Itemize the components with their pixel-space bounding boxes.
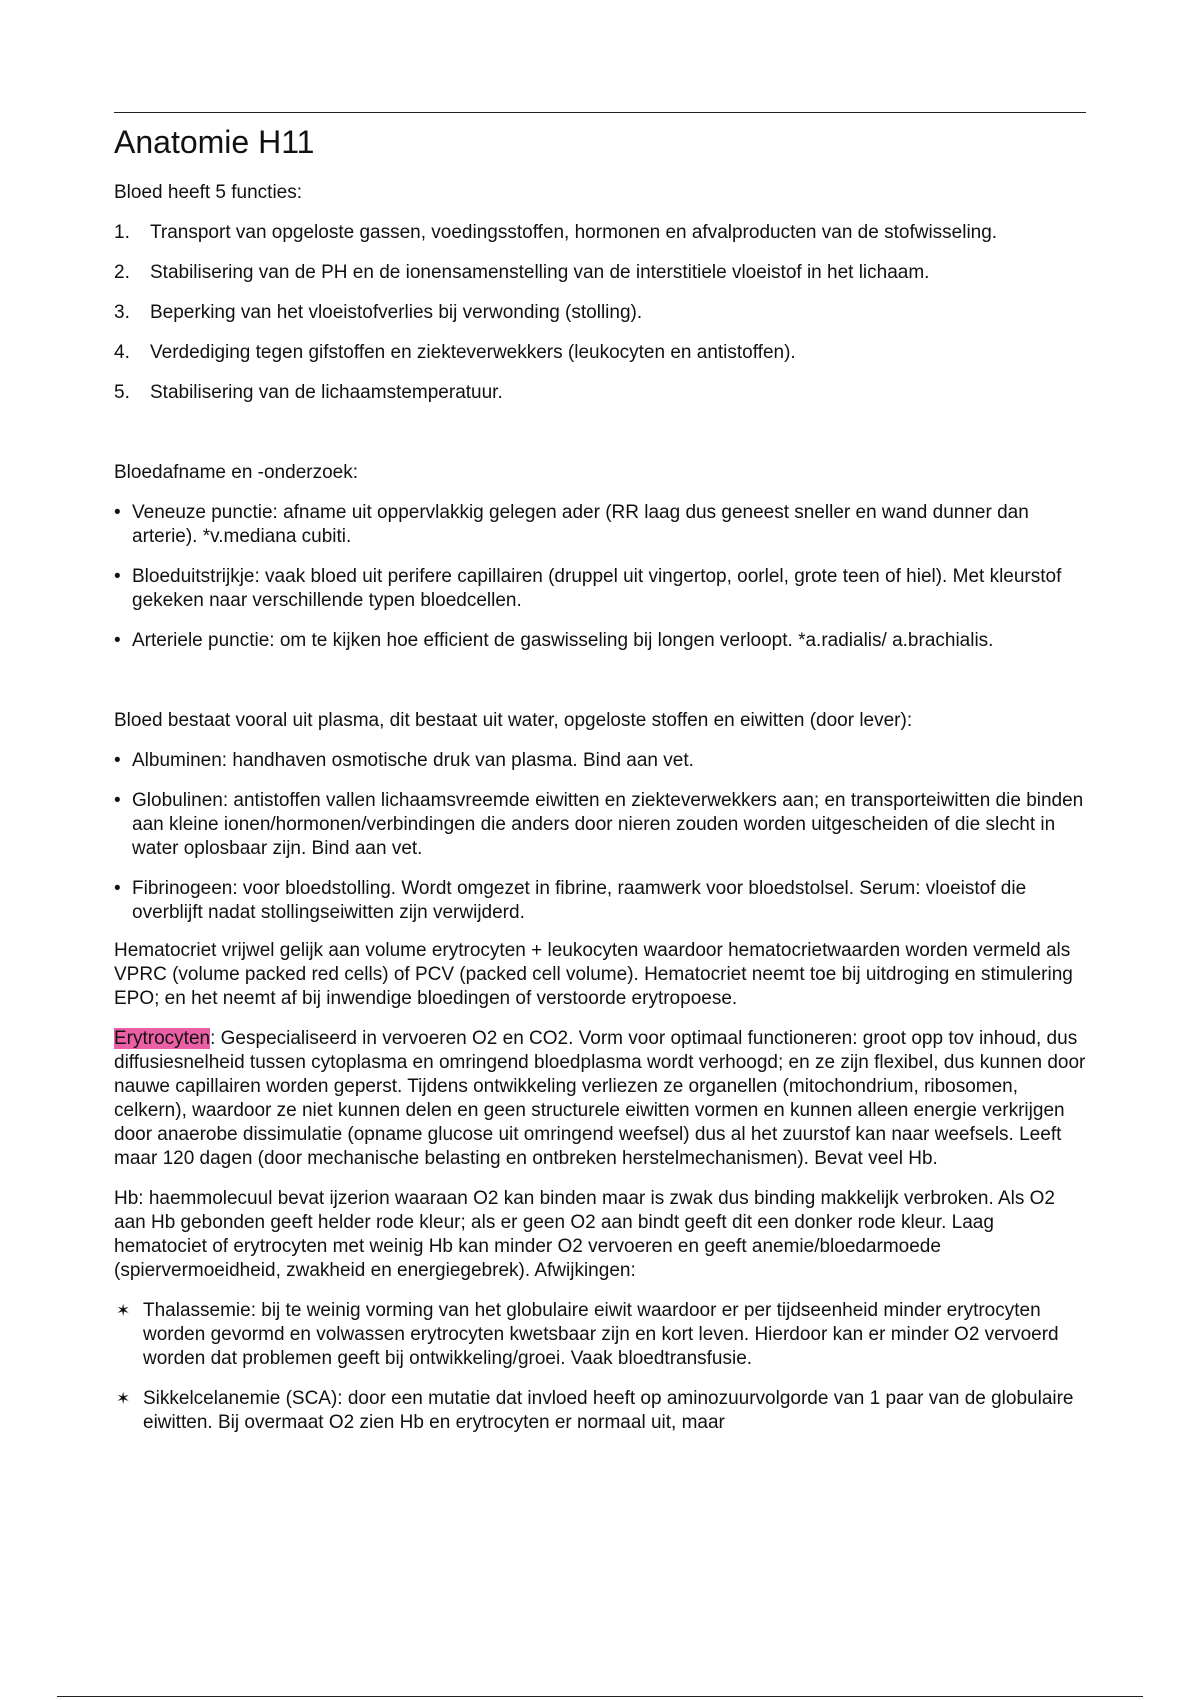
highlighted-term: Erytrocyten — [114, 1028, 211, 1049]
sampling-list — [114, 501, 1086, 653]
star-bullet-icon: ✶ — [116, 1389, 131, 1408]
list-item — [114, 261, 1086, 285]
list-item — [114, 1387, 1086, 1435]
list-text: Veneuze punctie: afname uit oppervlakkig gelegen ader (RR laag dus geneest sneller en wand dunner dan arterie). *v.mediana cubiti. — [132, 502, 1029, 547]
list-item — [114, 877, 1086, 925]
list-item — [114, 749, 1086, 773]
list-text: Arteriele punctie: om te kijken hoe efficient de gaswisseling bij longen verloopt. *a.radialis/ a.brachialis. — [132, 630, 994, 651]
bullet-marker: • — [114, 878, 121, 899]
list-text: Bloeduitstrijkje: vaak bloed uit perifere capillairen (druppel uit vingertop, oorlel, grote teen of hiel). Met kleurstof gekeken naar verschillende typen bloedcellen. — [132, 566, 1062, 611]
hb-paragraph: Hb: haemmolecuul bevat ijzerion waaraan O2 kan binden maar is zwak dus binding makkelijk verbroken. Als O2 aan Hb gebonden geeft helder rode kleur; als er geen O2 aan bindt geeft dit een donker rode kleur. Laag hematociet of erytrocyten met weinig Hb kan minder O2 vervoeren en geeft anemie/bloedarmoede (spiervermoeidheid, zwakheid en energiegebrek). Afwijkingen: — [114, 1188, 1055, 1281]
erythrocytes-paragraph — [114, 1027, 1086, 1171]
top-divider — [114, 112, 1086, 113]
list-item — [114, 381, 1086, 405]
list-number: 3. — [114, 302, 130, 323]
list-number: 5. — [114, 382, 130, 403]
list-text: Globulinen: antistoffen vallen lichaamsvreemde eiwitten en ziekteverwekkers aan; en transporteiwitten die binden aan kleine ionen/hormonen/verbindingen die anders door nieren zouden worden uitgescheiden of die slecht in water oplosbaar zijn. Bind aan vet. — [132, 790, 1084, 859]
list-number: 1. — [114, 222, 130, 243]
list-text: Albuminen: handhaven osmotische druk van plasma. Bind aan vet. — [132, 750, 694, 771]
sampling-intro: Bloedafname en -onderzoek: — [114, 462, 358, 483]
list-text: Stabilisering van de PH en de ionensamenstelling van de interstitiele vloeistof in het lichaam. — [150, 262, 930, 283]
bullet-marker: • — [114, 502, 121, 523]
functions-list — [114, 221, 1086, 405]
list-text: Thalassemie: bij te weinig vorming van het globulaire eiwit waardoor er per tijdseenheid minder erytrocyten worden gevormd en volwassen erytrocyten kwetsbaar zijn en kort leven. Hierdoor kan er minder O2 vervoerd worden dat problemen geeft bij ontwikkeling/groei. Vaak bloedtransfusie. — [143, 1300, 1059, 1369]
plasma-list — [114, 749, 1086, 925]
list-item — [114, 1299, 1086, 1371]
bullet-marker: • — [114, 750, 121, 771]
star-bullet-icon: ✶ — [116, 1301, 131, 1320]
list-item — [114, 501, 1086, 549]
list-item — [114, 341, 1086, 365]
list-item — [114, 629, 1086, 653]
functions-intro: Bloed heeft 5 functies: — [114, 182, 303, 203]
document-page — [114, 112, 1086, 1451]
list-item — [114, 789, 1086, 861]
hematocrit-paragraph: Hematocriet vrijwel gelijk aan volume erytrocyten + leukocyten waardoor hematocrietwaarden worden vermeld als VPRC (volume packed red cells) of PCV (packed cell volume). Hematocriet neemt toe bij uitdroging en stimulering EPO; en het neemt af bij inwendige bloedingen of verstoorde erytropoese. — [114, 940, 1073, 1009]
bullet-marker: • — [114, 566, 121, 587]
list-text: Sikkelcelanemie (SCA): door een mutatie dat invloed heeft op aminozuurvolgorde van 1 paar van de globulaire eiwitten. Bij overmaat O2 zien Hb en erytrocyten er normaal uit, maar — [143, 1388, 1074, 1433]
list-text: Transport van opgeloste gassen, voedingsstoffen, hormonen en afvalproducten van de stofwisseling. — [150, 222, 998, 243]
page-title: Anatomie H11 — [114, 124, 315, 160]
list-text: Stabilisering van de lichaamstemperatuur. — [150, 382, 503, 403]
bullet-marker: • — [114, 630, 121, 651]
abnormalities-list — [114, 1299, 1086, 1435]
list-item — [114, 301, 1086, 325]
list-text: Fibrinogeen: voor bloedstolling. Wordt omgezet in fibrine, raamwerk voor bloedstolsel. Serum: vloeistof die overblijft nadat stollingseiwitten zijn verwijderd. — [132, 878, 1027, 923]
bottom-divider — [57, 1696, 1143, 1697]
bullet-marker: • — [114, 790, 121, 811]
list-text: Verdediging tegen gifstoffen en ziekteverwekkers (leukocyten en antistoffen). — [150, 342, 796, 363]
list-number: 2. — [114, 262, 130, 283]
list-number: 4. — [114, 342, 130, 363]
list-item — [114, 565, 1086, 613]
list-text: Beperking van het vloeistofverlies bij verwonding (stolling). — [150, 302, 643, 323]
plasma-intro: Bloed bestaat vooral uit plasma, dit bestaat uit water, opgeloste stoffen en eiwitten (door lever): — [114, 710, 913, 731]
erythrocytes-text: : Gespecialiseerd in vervoeren O2 en CO2. Vorm voor optimaal functioneren: groot opp tov inhoud, dus diffusiesnelheid tussen cytoplasma en omringend bloedplasma wordt verhoogd; en ze zijn flexibel, dus kunnen door nauwe capillairen worden geperst. Tijdens ontwikkeling verliezen ze organellen (mitochondrium, ribosomen, celkern), waardoor ze niet kunnen delen en geen structurele eiwitten vormen en kunnen alleen energie verkrijgen door anaerobe dissimulatie (opname glucose uit omringend weefsel) dus al het zuurstof kan naar weefsels. Leeft maar 120 dagen (door mechanische belasting en ontbreken herstelmechanismen). Bevat veel Hb. — [114, 1028, 1086, 1169]
list-item — [114, 221, 1086, 245]
